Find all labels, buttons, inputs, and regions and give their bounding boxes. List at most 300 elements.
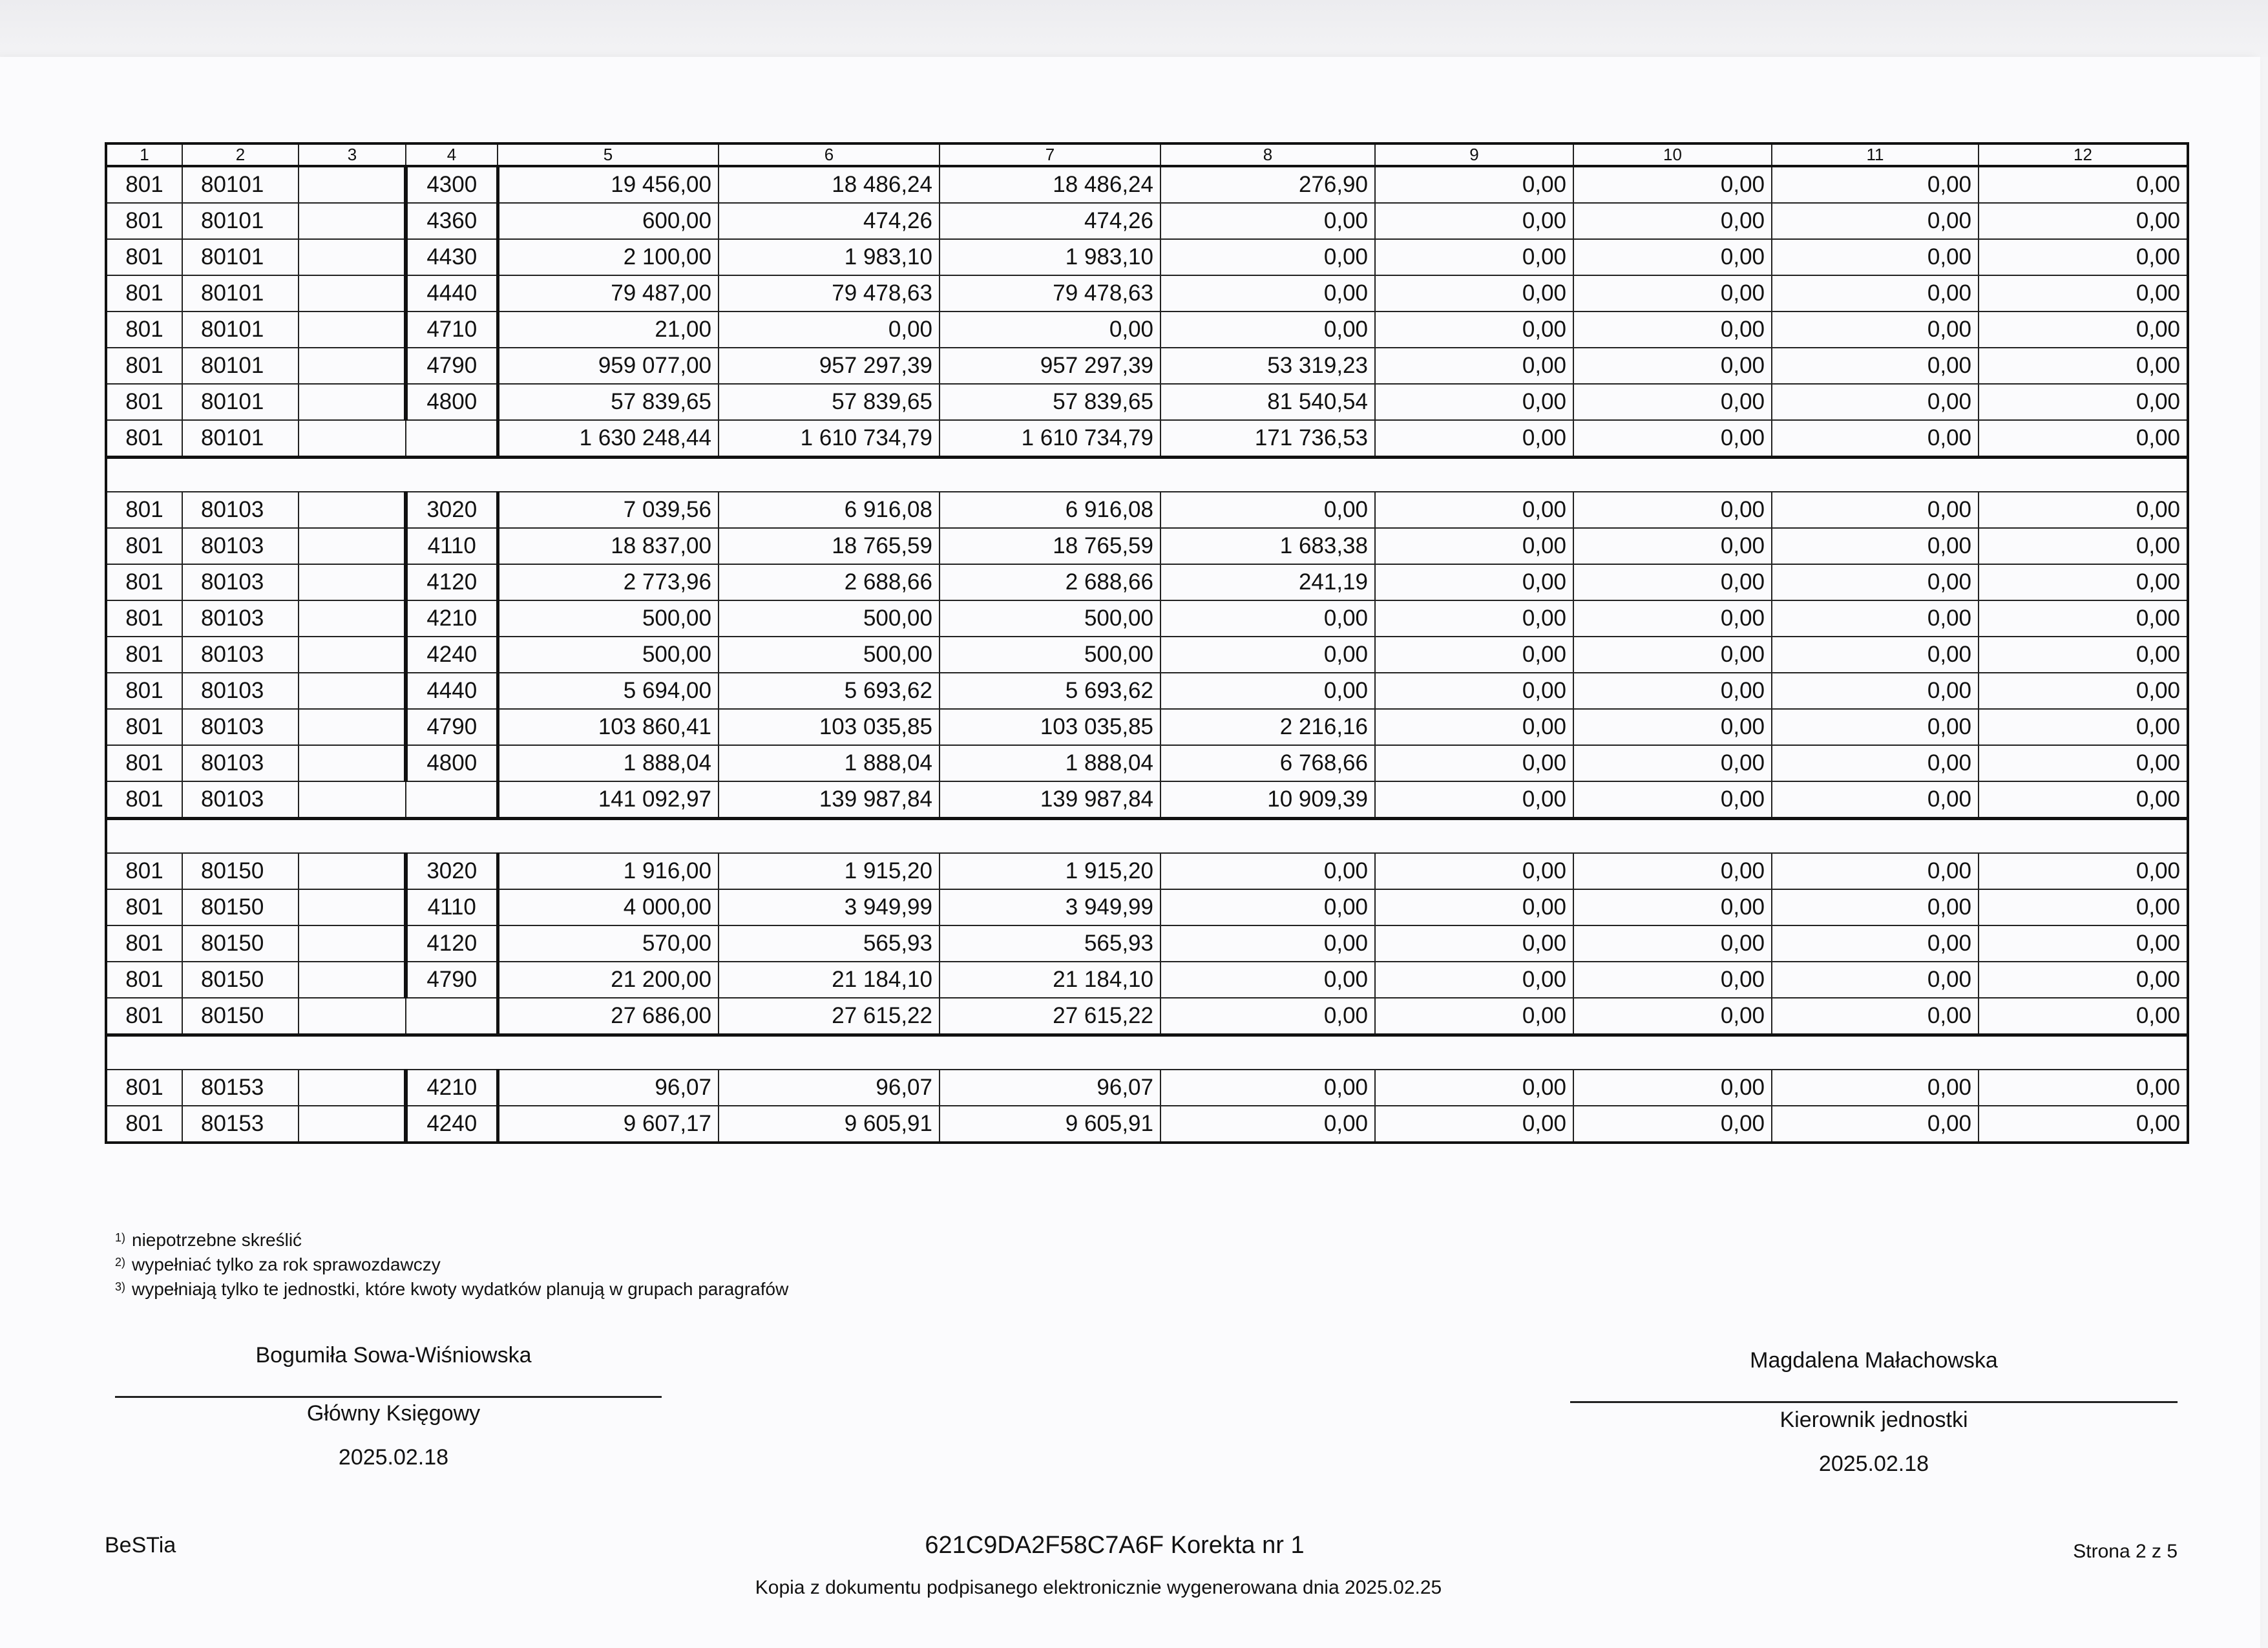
signature-line — [115, 1396, 662, 1398]
table-cell: 500,00 — [940, 637, 1160, 673]
table-cell: 801 — [106, 239, 182, 275]
table-cell: 0,00 — [1979, 637, 2188, 673]
table-cell — [299, 166, 406, 203]
table-cell: 0,00 — [1772, 1070, 1979, 1106]
table-cell: 139 987,84 — [940, 781, 1160, 819]
table-cell: 1 888,04 — [940, 745, 1160, 781]
table-cell: 4240 — [406, 1106, 498, 1143]
table-cell: 0,00 — [1772, 348, 1979, 384]
footnote-text: wypełniają tylko te jednostki, które kwoty wydatków planują w grupach paragrafów — [132, 1279, 789, 1299]
column-header: 7 — [940, 143, 1160, 166]
table-cell: 0,00 — [1160, 998, 1375, 1035]
table-cell: 18 837,00 — [498, 528, 719, 564]
table-cell: 0,00 — [1979, 312, 2188, 348]
spacer-cell — [106, 819, 2188, 854]
table-cell: 1 630 248,44 — [498, 420, 719, 458]
column-header: 5 — [498, 143, 719, 166]
column-header: 10 — [1573, 143, 1772, 166]
table-cell: 5 693,62 — [719, 673, 940, 709]
table-cell: 4790 — [406, 709, 498, 745]
table-cell: 0,00 — [1573, 925, 1772, 962]
table-cell: 0,00 — [1772, 998, 1979, 1035]
table-cell: 0,00 — [1772, 853, 1979, 889]
table-cell: 801 — [106, 853, 182, 889]
table-cell: 0,00 — [1979, 853, 2188, 889]
table-cell — [299, 600, 406, 637]
table-cell: 801 — [106, 962, 182, 998]
table-cell: 1 610 734,79 — [719, 420, 940, 458]
table-cell: 0,00 — [1772, 492, 1979, 528]
column-header: 12 — [1979, 143, 2188, 166]
table-cell: 80101 — [182, 384, 299, 420]
table-cell: 96,07 — [940, 1070, 1160, 1106]
table-cell: 0,00 — [1160, 889, 1375, 925]
table-cell: 957 297,39 — [940, 348, 1160, 384]
table-cell: 0,00 — [1160, 492, 1375, 528]
table-cell — [299, 492, 406, 528]
table-cell: 4800 — [406, 384, 498, 420]
table-row — [106, 889, 2188, 925]
column-header: 2 — [182, 143, 299, 166]
table-total-row — [106, 781, 2188, 819]
table-cell: 0,00 — [1375, 673, 1573, 709]
table-cell: 4790 — [406, 962, 498, 998]
table-cell: 0,00 — [1160, 637, 1375, 673]
table-cell: 0,00 — [1375, 853, 1573, 889]
table-cell: 6 916,08 — [719, 492, 940, 528]
table-cell: 0,00 — [1573, 239, 1772, 275]
table-cell: 0,00 — [1375, 312, 1573, 348]
table-cell: 80103 — [182, 709, 299, 745]
table-cell — [406, 781, 498, 819]
table-cell: 21,00 — [498, 312, 719, 348]
table-cell: 96,07 — [719, 1070, 940, 1106]
table-cell: 0,00 — [1375, 709, 1573, 745]
unit-manager-role: Kierownik jednostki — [1780, 1408, 1968, 1432]
table-cell: 0,00 — [1979, 166, 2188, 203]
table-cell: 3 949,99 — [940, 889, 1160, 925]
table-cell: 0,00 — [1375, 275, 1573, 312]
table-cell: 0,00 — [1979, 1106, 2188, 1143]
table-cell: 4800 — [406, 745, 498, 781]
table-cell: 5 694,00 — [498, 673, 719, 709]
chief-accountant-date: 2025.02.18 — [338, 1445, 449, 1470]
table-cell: 801 — [106, 745, 182, 781]
table-cell: 80101 — [182, 166, 299, 203]
column-header: 4 — [406, 143, 498, 166]
document-id: 621C9DA2F58C7A6F Korekta nr 1 — [925, 1532, 1305, 1559]
table-cell: 4300 — [406, 166, 498, 203]
table-cell: 4210 — [406, 1070, 498, 1106]
copy-note: Kopia z dokumentu podpisanego elektronicznie wygenerowana dnia 2025.02.25 — [755, 1577, 1442, 1598]
table-cell: 139 987,84 — [719, 781, 940, 819]
table-cell: 0,00 — [1375, 166, 1573, 203]
table-cell: 57 839,65 — [940, 384, 1160, 420]
table-cell: 80103 — [182, 492, 299, 528]
table-cell: 0,00 — [1979, 420, 2188, 458]
table-cell: 80103 — [182, 637, 299, 673]
table-row — [106, 1070, 2188, 1106]
table-cell: 80101 — [182, 275, 299, 312]
table-cell: 801 — [106, 166, 182, 203]
table-cell: 80153 — [182, 1070, 299, 1106]
unit-manager-name: Magdalena Małachowska — [1750, 1348, 1998, 1373]
table-cell — [299, 384, 406, 420]
table-cell: 500,00 — [498, 637, 719, 673]
table-cell — [299, 853, 406, 889]
table-cell: 27 686,00 — [498, 998, 719, 1035]
table-row — [106, 673, 2188, 709]
table-row — [106, 384, 2188, 420]
expense-table — [105, 142, 2189, 1144]
table-cell: 0,00 — [1573, 1106, 1772, 1143]
table-cell: 0,00 — [1375, 1106, 1573, 1143]
table-cell: 10 909,39 — [1160, 781, 1375, 819]
table-cell — [299, 348, 406, 384]
table-cell: 27 615,22 — [719, 998, 940, 1035]
table-cell: 6 768,66 — [1160, 745, 1375, 781]
table-cell: 4360 — [406, 203, 498, 239]
table-cell: 565,93 — [940, 925, 1160, 962]
table-cell: 801 — [106, 384, 182, 420]
table-row — [106, 528, 2188, 564]
table-cell: 0,00 — [1772, 275, 1979, 312]
table-cell: 96,07 — [498, 1070, 719, 1106]
footnote — [115, 1228, 788, 1252]
table-cell: 4240 — [406, 637, 498, 673]
table-cell: 80101 — [182, 420, 299, 458]
table-cell: 0,00 — [1772, 203, 1979, 239]
group-spacer — [106, 1035, 2188, 1070]
table-cell: 0,00 — [1160, 962, 1375, 998]
table-cell: 0,00 — [1772, 312, 1979, 348]
table-cell — [299, 998, 406, 1035]
table-cell: 18 765,59 — [940, 528, 1160, 564]
table-cell: 0,00 — [1772, 709, 1979, 745]
table-cell: 9 605,91 — [940, 1106, 1160, 1143]
table-cell: 9 607,17 — [498, 1106, 719, 1143]
table-cell: 0,00 — [1573, 528, 1772, 564]
table-cell: 103 860,41 — [498, 709, 719, 745]
table-cell: 0,00 — [1160, 275, 1375, 312]
table-cell: 3020 — [406, 853, 498, 889]
table-cell: 2 100,00 — [498, 239, 719, 275]
table-cell: 957 297,39 — [719, 348, 940, 384]
table-cell: 80101 — [182, 348, 299, 384]
table-cell: 801 — [106, 637, 182, 673]
table-total-row — [106, 998, 2188, 1035]
table-cell: 0,00 — [1772, 600, 1979, 637]
table-cell: 0,00 — [1979, 203, 2188, 239]
table-cell: 500,00 — [498, 600, 719, 637]
table-cell: 3 949,99 — [719, 889, 940, 925]
table-cell — [299, 420, 406, 458]
table-cell: 53 319,23 — [1160, 348, 1375, 384]
table-cell: 500,00 — [719, 637, 940, 673]
table-cell: 1 888,04 — [498, 745, 719, 781]
table-row — [106, 492, 2188, 528]
table-cell: 0,00 — [1375, 384, 1573, 420]
table-cell: 0,00 — [1772, 925, 1979, 962]
table-cell: 79 478,63 — [940, 275, 1160, 312]
group-spacer — [106, 458, 2188, 492]
table-cell: 0,00 — [1772, 962, 1979, 998]
spacer-cell — [106, 458, 2188, 492]
footnote — [115, 1277, 788, 1302]
table-cell: 4790 — [406, 348, 498, 384]
group-spacer — [106, 819, 2188, 854]
table-cell: 3020 — [406, 492, 498, 528]
table-cell: 80150 — [182, 889, 299, 925]
table-cell: 0,00 — [1160, 203, 1375, 239]
table-cell: 0,00 — [1573, 637, 1772, 673]
table-cell: 0,00 — [1979, 1070, 2188, 1106]
footnote-mark: 1) — [115, 1231, 126, 1244]
table-cell: 1 915,20 — [940, 853, 1160, 889]
table-row — [106, 312, 2188, 348]
spacer-cell — [106, 1035, 2188, 1070]
table-row — [106, 853, 2188, 889]
table-cell: 1 983,10 — [940, 239, 1160, 275]
table-cell: 0,00 — [1375, 1070, 1573, 1106]
table-cell: 80101 — [182, 239, 299, 275]
table-cell: 1 610 734,79 — [940, 420, 1160, 458]
table-cell: 0,00 — [1979, 239, 2188, 275]
table-cell: 801 — [106, 709, 182, 745]
table-cell: 0,00 — [1375, 600, 1573, 637]
table-cell — [299, 312, 406, 348]
table-cell: 0,00 — [1573, 781, 1772, 819]
table-row — [106, 709, 2188, 745]
table-cell: 0,00 — [1160, 853, 1375, 889]
table-cell: 2 688,66 — [940, 564, 1160, 600]
table-row — [106, 745, 2188, 781]
table-cell: 0,00 — [1375, 528, 1573, 564]
table-cell — [406, 998, 498, 1035]
table-cell: 0,00 — [1573, 275, 1772, 312]
table-row — [106, 1106, 2188, 1143]
table-cell: 0,00 — [1375, 492, 1573, 528]
table-cell: 500,00 — [719, 600, 940, 637]
table-cell: 0,00 — [1375, 564, 1573, 600]
table-cell: 80103 — [182, 564, 299, 600]
table-cell: 801 — [106, 564, 182, 600]
table-row — [106, 275, 2188, 312]
table-cell: 474,26 — [719, 203, 940, 239]
table-cell: 0,00 — [1772, 745, 1979, 781]
table-cell: 801 — [106, 203, 182, 239]
table-cell: 27 615,22 — [940, 998, 1160, 1035]
table-cell: 801 — [106, 312, 182, 348]
table-cell: 57 839,65 — [498, 384, 719, 420]
column-header: 9 — [1375, 143, 1573, 166]
table-cell: 801 — [106, 673, 182, 709]
column-header: 3 — [299, 143, 406, 166]
table-cell: 0,00 — [1979, 384, 2188, 420]
table-cell: 80101 — [182, 203, 299, 239]
table-cell: 0,00 — [1160, 1106, 1375, 1143]
table-cell: 0,00 — [1375, 637, 1573, 673]
table-cell: 0,00 — [1979, 275, 2188, 312]
table-cell: 18 486,24 — [719, 166, 940, 203]
table-cell: 801 — [106, 998, 182, 1035]
table-cell: 4120 — [406, 564, 498, 600]
table-cell: 0,00 — [1772, 673, 1979, 709]
table-cell: 1 683,38 — [1160, 528, 1375, 564]
table-cell: 0,00 — [1979, 492, 2188, 528]
table-cell: 0,00 — [1375, 889, 1573, 925]
software-name: BeSTia — [105, 1533, 176, 1558]
table-cell: 6 916,08 — [940, 492, 1160, 528]
table-cell: 4710 — [406, 312, 498, 348]
footnote-text: niepotrzebne skreślić — [132, 1230, 302, 1250]
table-row — [106, 239, 2188, 275]
table-cell: 0,00 — [1573, 745, 1772, 781]
table-cell: 565,93 — [719, 925, 940, 962]
table-cell: 801 — [106, 1070, 182, 1106]
table-cell: 801 — [106, 925, 182, 962]
table-cell: 21 184,10 — [940, 962, 1160, 998]
table-cell: 0,00 — [1573, 492, 1772, 528]
table-cell: 21 200,00 — [498, 962, 719, 998]
chief-accountant-role: Główny Księgowy — [306, 1401, 481, 1426]
table-cell: 0,00 — [1375, 781, 1573, 819]
table-cell: 80101 — [182, 312, 299, 348]
table-row — [106, 564, 2188, 600]
table-cell: 0,00 — [1772, 239, 1979, 275]
table-cell: 801 — [106, 348, 182, 384]
table-cell: 801 — [106, 889, 182, 925]
footnote — [115, 1252, 788, 1277]
table-cell: 0,00 — [1160, 312, 1375, 348]
table-cell — [299, 564, 406, 600]
table-cell: 80103 — [182, 528, 299, 564]
table-cell: 0,00 — [1160, 1070, 1375, 1106]
table-row — [106, 166, 2188, 203]
table-cell: 0,00 — [1573, 348, 1772, 384]
table-row — [106, 203, 2188, 239]
table-cell: 0,00 — [1772, 420, 1979, 458]
table-cell: 80150 — [182, 962, 299, 998]
table-cell — [299, 889, 406, 925]
table-cell: 801 — [106, 492, 182, 528]
table-cell: 80150 — [182, 925, 299, 962]
table-total-row — [106, 420, 2188, 458]
footnote-mark: 2) — [115, 1256, 126, 1269]
table-cell: 0,00 — [1979, 781, 2188, 819]
table-cell: 2 773,96 — [498, 564, 719, 600]
table-cell: 0,00 — [1772, 528, 1979, 564]
footnote-mark: 3) — [115, 1280, 126, 1293]
table-cell: 80153 — [182, 1106, 299, 1143]
table-cell: 0,00 — [1375, 745, 1573, 781]
table-cell: 80103 — [182, 781, 299, 819]
unit-manager-date: 2025.02.18 — [1818, 1452, 1929, 1476]
table-cell: 4440 — [406, 275, 498, 312]
table-cell — [299, 709, 406, 745]
table-cell: 80103 — [182, 745, 299, 781]
table-cell: 801 — [106, 275, 182, 312]
table-cell: 0,00 — [940, 312, 1160, 348]
table-cell — [299, 745, 406, 781]
table-cell: 1 983,10 — [719, 239, 940, 275]
table-cell: 276,90 — [1160, 166, 1375, 203]
table-cell — [299, 781, 406, 819]
table-cell — [299, 528, 406, 564]
table-cell: 0,00 — [1375, 239, 1573, 275]
table-cell: 5 693,62 — [940, 673, 1160, 709]
table-cell: 600,00 — [498, 203, 719, 239]
table-cell: 801 — [106, 600, 182, 637]
footnote-text: wypełniać tylko za rok sprawozdawczy — [132, 1254, 441, 1274]
table-cell: 4430 — [406, 239, 498, 275]
table-cell: 0,00 — [719, 312, 940, 348]
column-header: 8 — [1160, 143, 1375, 166]
table-cell: 7 039,56 — [498, 492, 719, 528]
table-cell: 1 915,20 — [719, 853, 940, 889]
table-row — [106, 962, 2188, 998]
table-cell: 103 035,85 — [940, 709, 1160, 745]
table-cell: 0,00 — [1573, 853, 1772, 889]
table-cell: 0,00 — [1573, 673, 1772, 709]
table-cell: 0,00 — [1573, 709, 1772, 745]
table-cell: 18 765,59 — [719, 528, 940, 564]
table-cell: 0,00 — [1979, 998, 2188, 1035]
table-cell: 18 486,24 — [940, 166, 1160, 203]
table-cell: 171 736,53 — [1160, 420, 1375, 458]
table-cell: 0,00 — [1772, 166, 1979, 203]
table-cell: 959 077,00 — [498, 348, 719, 384]
table-cell: 0,00 — [1979, 348, 2188, 384]
table-cell: 4 000,00 — [498, 889, 719, 925]
table-cell: 9 605,91 — [719, 1106, 940, 1143]
table-cell: 0,00 — [1375, 203, 1573, 239]
table-cell: 0,00 — [1573, 420, 1772, 458]
table-cell: 141 092,97 — [498, 781, 719, 819]
table-cell: 0,00 — [1979, 745, 2188, 781]
scan-top-edge — [0, 0, 2268, 57]
table-cell: 0,00 — [1573, 166, 1772, 203]
table-cell: 4440 — [406, 673, 498, 709]
table-cell: 57 839,65 — [719, 384, 940, 420]
table-cell: 4110 — [406, 528, 498, 564]
table-row — [106, 925, 2188, 962]
table-cell: 0,00 — [1979, 925, 2188, 962]
table-cell: 0,00 — [1375, 348, 1573, 384]
table-cell: 0,00 — [1772, 384, 1979, 420]
table-cell: 0,00 — [1375, 962, 1573, 998]
column-header: 6 — [719, 143, 940, 166]
table-cell: 80103 — [182, 600, 299, 637]
table-cell: 0,00 — [1573, 600, 1772, 637]
table-cell: 0,00 — [1573, 384, 1772, 420]
table-cell: 1 916,00 — [498, 853, 719, 889]
table-cell: 801 — [106, 1106, 182, 1143]
table-cell — [299, 925, 406, 962]
table-cell: 0,00 — [1160, 600, 1375, 637]
table-cell: 81 540,54 — [1160, 384, 1375, 420]
table-cell: 80150 — [182, 853, 299, 889]
table-cell: 241,19 — [1160, 564, 1375, 600]
table-cell: 0,00 — [1573, 962, 1772, 998]
column-header: 1 — [106, 143, 182, 166]
table-cell: 0,00 — [1772, 889, 1979, 925]
table-cell: 4110 — [406, 889, 498, 925]
table-cell: 0,00 — [1979, 889, 2188, 925]
table-body — [106, 166, 2188, 1143]
table-cell: 0,00 — [1375, 925, 1573, 962]
table-cell: 79 478,63 — [719, 275, 940, 312]
